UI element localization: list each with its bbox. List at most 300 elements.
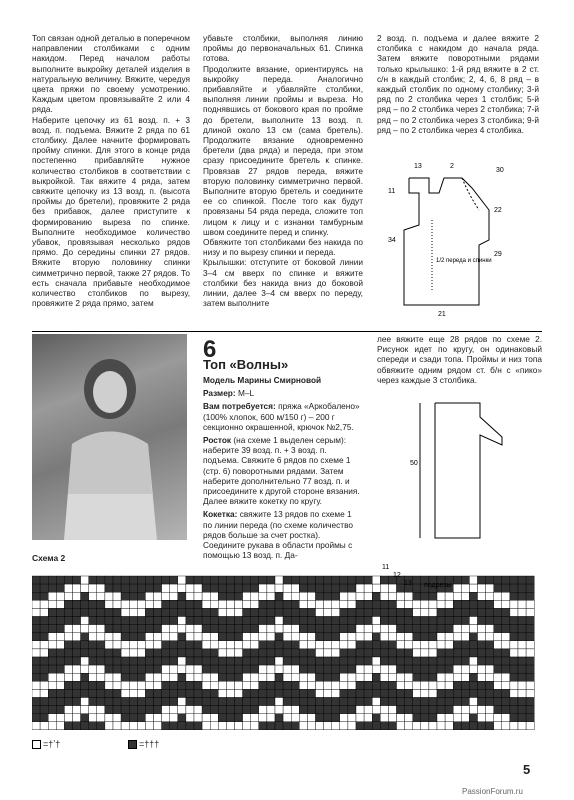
schema-cell: [89, 665, 97, 673]
schema-cell: [202, 673, 210, 681]
schema-cell: [526, 714, 534, 722]
schema-cell: [259, 584, 267, 592]
schema-cell: [121, 681, 129, 689]
schema-cell: [154, 608, 162, 616]
schema-cell: [243, 681, 251, 689]
schema-cell: [421, 714, 429, 722]
schema-cell: [145, 608, 153, 616]
schema-cell: [226, 722, 234, 730]
schema-cell: [518, 665, 526, 673]
schema-cell: [251, 600, 259, 608]
schema-cell: [170, 673, 178, 681]
schema-cell: [178, 657, 186, 665]
schema-cell: [267, 592, 275, 600]
schema-cell: [194, 698, 202, 706]
schema-cell: [283, 673, 291, 681]
schema-cell: [194, 714, 202, 722]
schema-cell: [186, 657, 194, 665]
schema-cell: [97, 592, 105, 600]
schema-cell: [235, 625, 243, 633]
schema-cell: [97, 698, 105, 706]
schema-cell: [243, 665, 251, 673]
schema-cell: [40, 617, 48, 625]
schema-cell: [291, 649, 299, 657]
schema-cell: [405, 665, 413, 673]
schema-cell: [145, 698, 153, 706]
schema-cell: [162, 625, 170, 633]
schema-cell: [461, 657, 469, 665]
schema-cell: [113, 649, 121, 657]
schema-cell: [32, 600, 40, 608]
schema-cell: [486, 689, 494, 697]
schema-cell: [89, 592, 97, 600]
schema-cell: [388, 592, 396, 600]
schema-cell: [429, 649, 437, 657]
schema-cell: [154, 657, 162, 665]
schema-cell: [226, 657, 234, 665]
schema-cell: [48, 657, 56, 665]
schema-cell: [372, 657, 380, 665]
schema-cell: [324, 665, 332, 673]
schema-cell: [494, 617, 502, 625]
schema-cell: [429, 625, 437, 633]
schema-cell: [380, 649, 388, 657]
schema-cell: [48, 625, 56, 633]
schema-cell: [453, 576, 461, 584]
schema-cell: [324, 706, 332, 714]
schema-cell: [89, 714, 97, 722]
schema-cell: [40, 625, 48, 633]
schema-cell: [275, 592, 283, 600]
schema-cell: [194, 625, 202, 633]
measure-label: 21: [438, 311, 446, 318]
schema-cell: [307, 576, 315, 584]
schema-cell: [275, 576, 283, 584]
schema-cell: [40, 681, 48, 689]
schema-cell: [218, 592, 226, 600]
schema-cell: [97, 608, 105, 616]
schema-cell: [32, 673, 40, 681]
schema-cell: [494, 600, 502, 608]
schema-cell: [437, 722, 445, 730]
paragraph: Продолжите вязание, ориентируясь на выкройку переда. Аналогично прибавляйте и убавляйте столбики, выполняя линии проймы и выреза. Но поднявшись от бокового края по пройме до бретели, выполните 13 возд. п. длиной около 13 см (сама бретель). Продолжите вязание одновременно бретели (два ряда) и переда, при этом сразу присоедините бретель к спинке. Провязав 27 рядов переда, вяжите вторую половинку симметрично первой. Выполните вторую бретель и соедините ее со спинкой. После того как будут провязаны 54 ряда переда, сложите топ лицом к лицу и с изнанки тамбурным швом соедините перед и спинку.: [203, 63, 363, 237]
schema-cell: [137, 625, 145, 633]
schema-cell: [105, 681, 113, 689]
schema-cell: [64, 689, 72, 697]
schema-cell: [397, 722, 405, 730]
schema-cell: [316, 722, 324, 730]
schema-cell: [251, 714, 259, 722]
schema-cell: [510, 657, 518, 665]
schema-cell: [299, 706, 307, 714]
schema-cell: [202, 600, 210, 608]
schema-cell: [316, 665, 324, 673]
schema-cell: [364, 584, 372, 592]
schema-cell: [283, 592, 291, 600]
schema-cell: [210, 689, 218, 697]
schema-cell: [202, 625, 210, 633]
schema-cell: [32, 649, 40, 657]
schema-cell: [494, 649, 502, 657]
schema-cell: [283, 649, 291, 657]
schema-cell: [429, 714, 437, 722]
text-column-3: [377, 33, 539, 135]
schema-cell: [283, 689, 291, 697]
schema-cell: [162, 714, 170, 722]
schema-cell: [340, 608, 348, 616]
schema-cell: [478, 592, 486, 600]
schema-cell: [178, 673, 186, 681]
schema-cell: [251, 617, 259, 625]
schema-cell: [202, 617, 210, 625]
schema-cell: [478, 714, 486, 722]
schema-cell: [526, 600, 534, 608]
schema-cell: [56, 625, 64, 633]
schema-cell: [307, 633, 315, 641]
schema-cell: [226, 698, 234, 706]
schema-cell: [372, 649, 380, 657]
schema-cell: [186, 617, 194, 625]
schema-cell: [299, 698, 307, 706]
schema-cell: [494, 698, 502, 706]
schema-cell: [73, 706, 81, 714]
schema-cell: [372, 584, 380, 592]
schema-cell: [307, 657, 315, 665]
schema-cell: [526, 649, 534, 657]
schema-cell: [235, 722, 243, 730]
schema-cell: [405, 706, 413, 714]
schema-cell: [145, 600, 153, 608]
schema-cell: [81, 657, 89, 665]
schema-cell: [56, 641, 64, 649]
schema-cell: [453, 592, 461, 600]
schema-cell: [405, 633, 413, 641]
schema-cell: [170, 649, 178, 657]
schema-cell: [413, 649, 421, 657]
schema-cell: [226, 592, 234, 600]
schema-cell: [243, 673, 251, 681]
schema-cell: [113, 625, 121, 633]
schema-cell: [235, 617, 243, 625]
schema-cell: [486, 722, 494, 730]
schema-cell: [510, 706, 518, 714]
schema-cell: [283, 641, 291, 649]
schema-cell: [259, 649, 267, 657]
schema-mark: 12: [393, 572, 401, 579]
schema-cell: [202, 576, 210, 584]
schema-cell: [202, 649, 210, 657]
schema-cell: [105, 714, 113, 722]
schema-cell: [129, 641, 137, 649]
schema-cell: [97, 641, 105, 649]
schema-cell: [81, 649, 89, 657]
schema-cell: [162, 608, 170, 616]
cut-label: подрезы: [424, 582, 452, 589]
schema-cell: [97, 633, 105, 641]
schema-cell: [32, 706, 40, 714]
schema-cell: [283, 584, 291, 592]
schema-cell: [202, 641, 210, 649]
schema-cell: [494, 681, 502, 689]
schema-cell: [356, 600, 364, 608]
schema-cell: [243, 625, 251, 633]
schema-cell: [259, 617, 267, 625]
schema-cell: [526, 576, 534, 584]
schema-cell: [324, 600, 332, 608]
schema-cell: [348, 641, 356, 649]
schema-cell: [202, 608, 210, 616]
schema-cell: [380, 665, 388, 673]
schema-cell: [518, 592, 526, 600]
schema-cell: [291, 698, 299, 706]
schema-mark: 13: [404, 580, 412, 587]
schema-cell: [502, 714, 510, 722]
schema-cell: [121, 698, 129, 706]
schema-cell: [469, 649, 477, 657]
schema-cell: [437, 706, 445, 714]
schema-cell: [291, 617, 299, 625]
schema-cell: [340, 625, 348, 633]
schema-cell: [429, 600, 437, 608]
schema-cell: [421, 649, 429, 657]
schema-cell: [478, 657, 486, 665]
schema-cell: [502, 698, 510, 706]
schema-cell: [372, 600, 380, 608]
schema-cell: [510, 625, 518, 633]
schema-cell: [469, 681, 477, 689]
schema-cell: [89, 641, 97, 649]
schema-cell: [510, 600, 518, 608]
schema-cell: [291, 592, 299, 600]
schema-cell: [364, 608, 372, 616]
schema-cell: [40, 698, 48, 706]
schema-cell: [129, 698, 137, 706]
schema-cell: [154, 592, 162, 600]
schema-cell: [64, 698, 72, 706]
schema-cell: [97, 600, 105, 608]
schema-cell: [502, 722, 510, 730]
schema-cell: [332, 673, 340, 681]
schema-cell: [186, 576, 194, 584]
schema-cell: [283, 714, 291, 722]
schema-cell: [235, 633, 243, 641]
schema-cell: [453, 641, 461, 649]
schema-cell: [40, 665, 48, 673]
schema-cell: [316, 657, 324, 665]
schema-cell: [316, 608, 324, 616]
schema-cell: [453, 689, 461, 697]
schema-cell: [275, 689, 283, 697]
schema-cell: [194, 576, 202, 584]
schema-cell: [235, 698, 243, 706]
schema-cell: [324, 641, 332, 649]
schema-cell: [235, 584, 243, 592]
schema-cell: [170, 641, 178, 649]
schema-cell: [145, 665, 153, 673]
schema-cell: [56, 722, 64, 730]
schema-cell: [332, 657, 340, 665]
schema-cell: [81, 706, 89, 714]
schema-cell: [348, 608, 356, 616]
schema-cell: [251, 576, 259, 584]
schema-cell: [121, 641, 129, 649]
schema-cell: [32, 689, 40, 697]
schema-cell: [307, 706, 315, 714]
schema-cell: [413, 584, 421, 592]
schema-cell: [494, 641, 502, 649]
schema-cell: [56, 673, 64, 681]
schema-cell: [210, 592, 218, 600]
schema-cell: [218, 649, 226, 657]
schema-cell: [324, 698, 332, 706]
schema-cell: [364, 617, 372, 625]
schema-cell: [226, 665, 234, 673]
schema-cell: [518, 689, 526, 697]
schema-cell: [267, 714, 275, 722]
schema-cell: [494, 714, 502, 722]
schema-cell: [56, 576, 64, 584]
schema-cell: [413, 592, 421, 600]
schema-cell: [218, 600, 226, 608]
schema-cell: [81, 592, 89, 600]
schema-cell: [32, 592, 40, 600]
schema-cell: [388, 657, 396, 665]
schema-cell: [56, 689, 64, 697]
schema-cell: [162, 673, 170, 681]
schema-cell: [453, 722, 461, 730]
schema-cell: [518, 608, 526, 616]
schema-cell: [526, 641, 534, 649]
schema-cell: [186, 608, 194, 616]
schema-cell: [89, 673, 97, 681]
schema-cell: [469, 617, 477, 625]
schema-cell: [113, 641, 121, 649]
schema-cell: [413, 600, 421, 608]
schema-cell: [413, 608, 421, 616]
page-number: 5: [523, 762, 531, 777]
schema-cell: [64, 633, 72, 641]
schema-cell: [307, 681, 315, 689]
schema-cell: [105, 657, 113, 665]
schema-cell: [105, 600, 113, 608]
schema-cell: [380, 706, 388, 714]
schema-cell: [73, 576, 81, 584]
schema-cell: [40, 657, 48, 665]
schema-cell: [105, 698, 113, 706]
schema-cell: [380, 722, 388, 730]
schema-cell: [494, 657, 502, 665]
schema-cell: [510, 673, 518, 681]
schema-cell: [48, 617, 56, 625]
schema-cell: [291, 689, 299, 697]
schema-cell: [405, 714, 413, 722]
schema-cell: [251, 665, 259, 673]
schema-cell: [372, 689, 380, 697]
schema-cell: [259, 641, 267, 649]
schema-cell: [316, 617, 324, 625]
schema-cell: [307, 714, 315, 722]
schema-cell: [170, 665, 178, 673]
schema-cell: [340, 706, 348, 714]
schema-cell: [113, 714, 121, 722]
schema-cell: [186, 649, 194, 657]
schema-cell: [307, 722, 315, 730]
schema-cell: [478, 706, 486, 714]
schema-cell: [526, 689, 534, 697]
schema-cell: [324, 714, 332, 722]
schema-cell: [283, 625, 291, 633]
schema-cell: [162, 681, 170, 689]
schema-cell: [162, 722, 170, 730]
schema-cell: [453, 600, 461, 608]
schema-cell: [469, 689, 477, 697]
schema-cell: [218, 584, 226, 592]
text-column-2: [203, 33, 363, 308]
schema-cell: [356, 681, 364, 689]
schema-cell: [332, 600, 340, 608]
schema-cell: [64, 617, 72, 625]
schema-cell: [202, 706, 210, 714]
schema-cell: [48, 722, 56, 730]
schema-cell: [113, 600, 121, 608]
schema-cell: [178, 592, 186, 600]
schema-cell: [218, 641, 226, 649]
schema-cell: [510, 665, 518, 673]
schema-cell: [186, 592, 194, 600]
schema-cell: [324, 681, 332, 689]
schema-cell: [518, 681, 526, 689]
schema-cell: [243, 633, 251, 641]
schema-cell: [129, 657, 137, 665]
schema-cell: [194, 657, 202, 665]
schema-cell: [56, 584, 64, 592]
schema-cell: [453, 681, 461, 689]
schema-cell: [194, 665, 202, 673]
schema-cell: [210, 722, 218, 730]
schema-cell: [502, 584, 510, 592]
schema-cell: [453, 608, 461, 616]
schema-cell: [510, 608, 518, 616]
schema-cell: [243, 649, 251, 657]
schema-cell: [486, 657, 494, 665]
schema-cell: [194, 722, 202, 730]
schema-cell: [186, 673, 194, 681]
schema-cell: [56, 608, 64, 616]
schema-cell: [380, 633, 388, 641]
schema-cell: [243, 698, 251, 706]
schema-cell: [518, 673, 526, 681]
schema-cell: [56, 592, 64, 600]
schema-cell: [121, 608, 129, 616]
schema-cell: [81, 681, 89, 689]
schema-cell: [307, 600, 315, 608]
schema-cell: [235, 649, 243, 657]
schema-cell: [89, 698, 97, 706]
schema-cell: [259, 681, 267, 689]
schema-cell: [226, 625, 234, 633]
schema-cell: [340, 689, 348, 697]
schema-cell: [372, 617, 380, 625]
schema-cell: [283, 633, 291, 641]
schema-cell: [121, 649, 129, 657]
schema-cell: [210, 641, 218, 649]
schema-cell: [154, 633, 162, 641]
schema-cell: [413, 633, 421, 641]
schema-cell: [299, 657, 307, 665]
schema-cell: [40, 673, 48, 681]
schema-cell: [502, 706, 510, 714]
schema-cell: [518, 714, 526, 722]
